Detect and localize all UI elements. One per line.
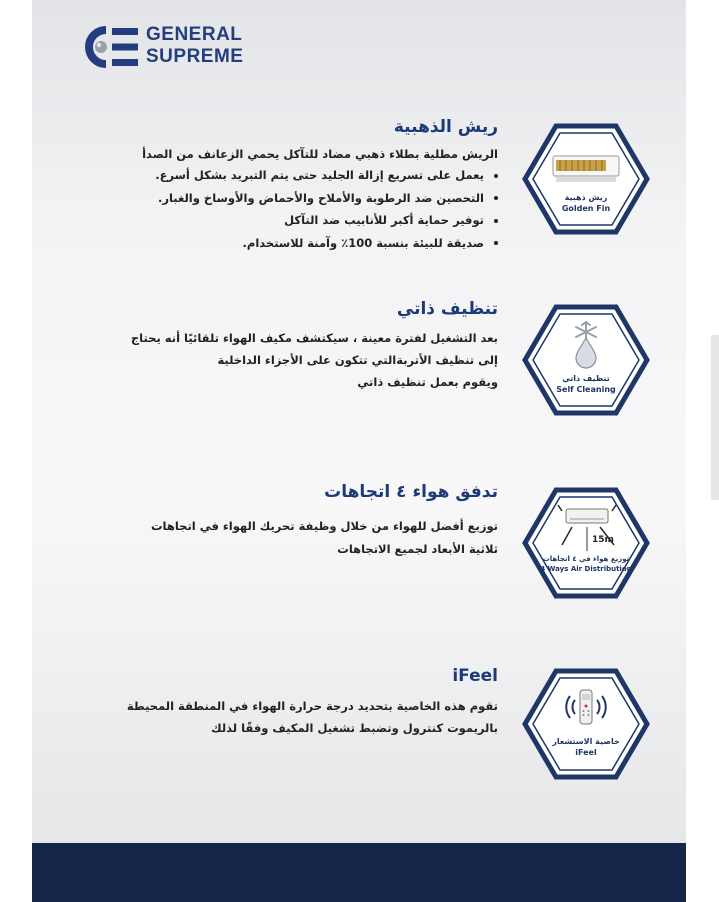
list-item	[155, 209, 498, 232]
badge-label-arabic: ريش ذهبية	[564, 193, 608, 202]
badge-label-english: Golden Fin	[561, 204, 611, 213]
page-margin-right	[686, 0, 719, 902]
bullet-text: صديقة للبيئة بنسبة 100٪ وآمنة للاستخدام.	[242, 235, 484, 250]
feature-line: بالريموت كنترول وتضبط تشغيل المكيف وفقًا لذلك	[211, 721, 498, 735]
badge-label-english: 4 Ways Air Distribution	[540, 565, 632, 573]
list-item	[155, 232, 498, 255]
distance-label: 15m	[592, 535, 614, 545]
brand-name	[146, 24, 243, 68]
badge-label	[522, 192, 650, 214]
feature-badge	[522, 668, 650, 780]
badge-label-english: Self Cleaning	[556, 385, 616, 394]
badge-label-arabic: خاصية الاستشعار	[552, 737, 620, 746]
badge-label	[522, 554, 650, 574]
snowflake-droplet-icon	[562, 320, 610, 374]
gs-logo-icon	[76, 24, 140, 70]
badge-label	[522, 373, 650, 395]
feature-badge	[522, 123, 650, 235]
feature-title: ريش الذهبية	[393, 117, 498, 137]
feature-line: توزيع أفضل للهواء من خلال وظيفة تحريك الهواء في اتجاهات	[151, 519, 498, 533]
brochure-page	[32, 0, 686, 902]
feature-title: تنظيف ذاتي	[396, 299, 498, 319]
badge-label-english: iFeel	[575, 748, 597, 757]
bullet-dot	[494, 241, 498, 245]
remote-sensor-icon	[562, 686, 610, 732]
bullet-dot	[494, 219, 498, 223]
feature-badge	[522, 304, 650, 416]
feature-line: ويقوم بعمل تنظيف ذاتي	[357, 375, 498, 389]
scrollbar[interactable]	[711, 335, 719, 500]
brand-line-2: SUPREME	[146, 46, 244, 67]
feature-title: تدفق هواء ٤ اتجاهات	[324, 482, 498, 502]
feature-line: بعد التشغيل لفترة معينة ، سيكتشف مكيف الهواء تلقائيًا أنه يحتاج	[130, 331, 498, 345]
air-distribution-icon	[552, 501, 622, 557]
feature-title: iFeel	[452, 666, 498, 686]
badge-label	[522, 736, 650, 758]
list-item	[155, 164, 498, 187]
feature-line: تقوم هذه الخاصية بتحديد درجة حرارة الهواء في المنطقة المحيطة	[126, 699, 498, 713]
bullet-text: التحصين ضد الرطوبة والأملاح والأحماض والأوساخ والغبار.	[158, 190, 484, 205]
bullet-text: توفير حماية أكبر للأنابيب ضد التآكل	[284, 213, 484, 227]
list-item	[155, 187, 498, 210]
brand-line-1: GENERAL	[146, 24, 243, 45]
badge-label-arabic: توزيع هواء في ٤ اتجاهات	[542, 555, 630, 563]
page-margin-left	[0, 0, 32, 902]
badge-label-arabic: تنظيف ذاتي	[562, 374, 610, 383]
footer-band	[32, 843, 686, 902]
bullet-text: يعمل على تسريع إزالة الجليد حتى يتم التبريد بشكل أسرع.	[155, 168, 484, 182]
golden-fin-unit-icon	[552, 155, 620, 189]
feature-intro: الريش مطلية بطلاء ذهبي مضاد للتآكل يحمي الزعانف من الصدأ	[142, 147, 498, 161]
feature-badge	[522, 487, 650, 599]
feature-line: إلى تنظيف الأتربةالتي تتكون على الأجزاء الداخلية	[217, 353, 498, 367]
bullet-dot	[494, 196, 498, 200]
bullet-dot	[494, 174, 498, 178]
brand-logo	[76, 24, 266, 72]
feature-line: ثلاثية الأبعاد لجميع الاتجاهات	[337, 542, 498, 556]
feature-bullet-list	[155, 164, 498, 254]
